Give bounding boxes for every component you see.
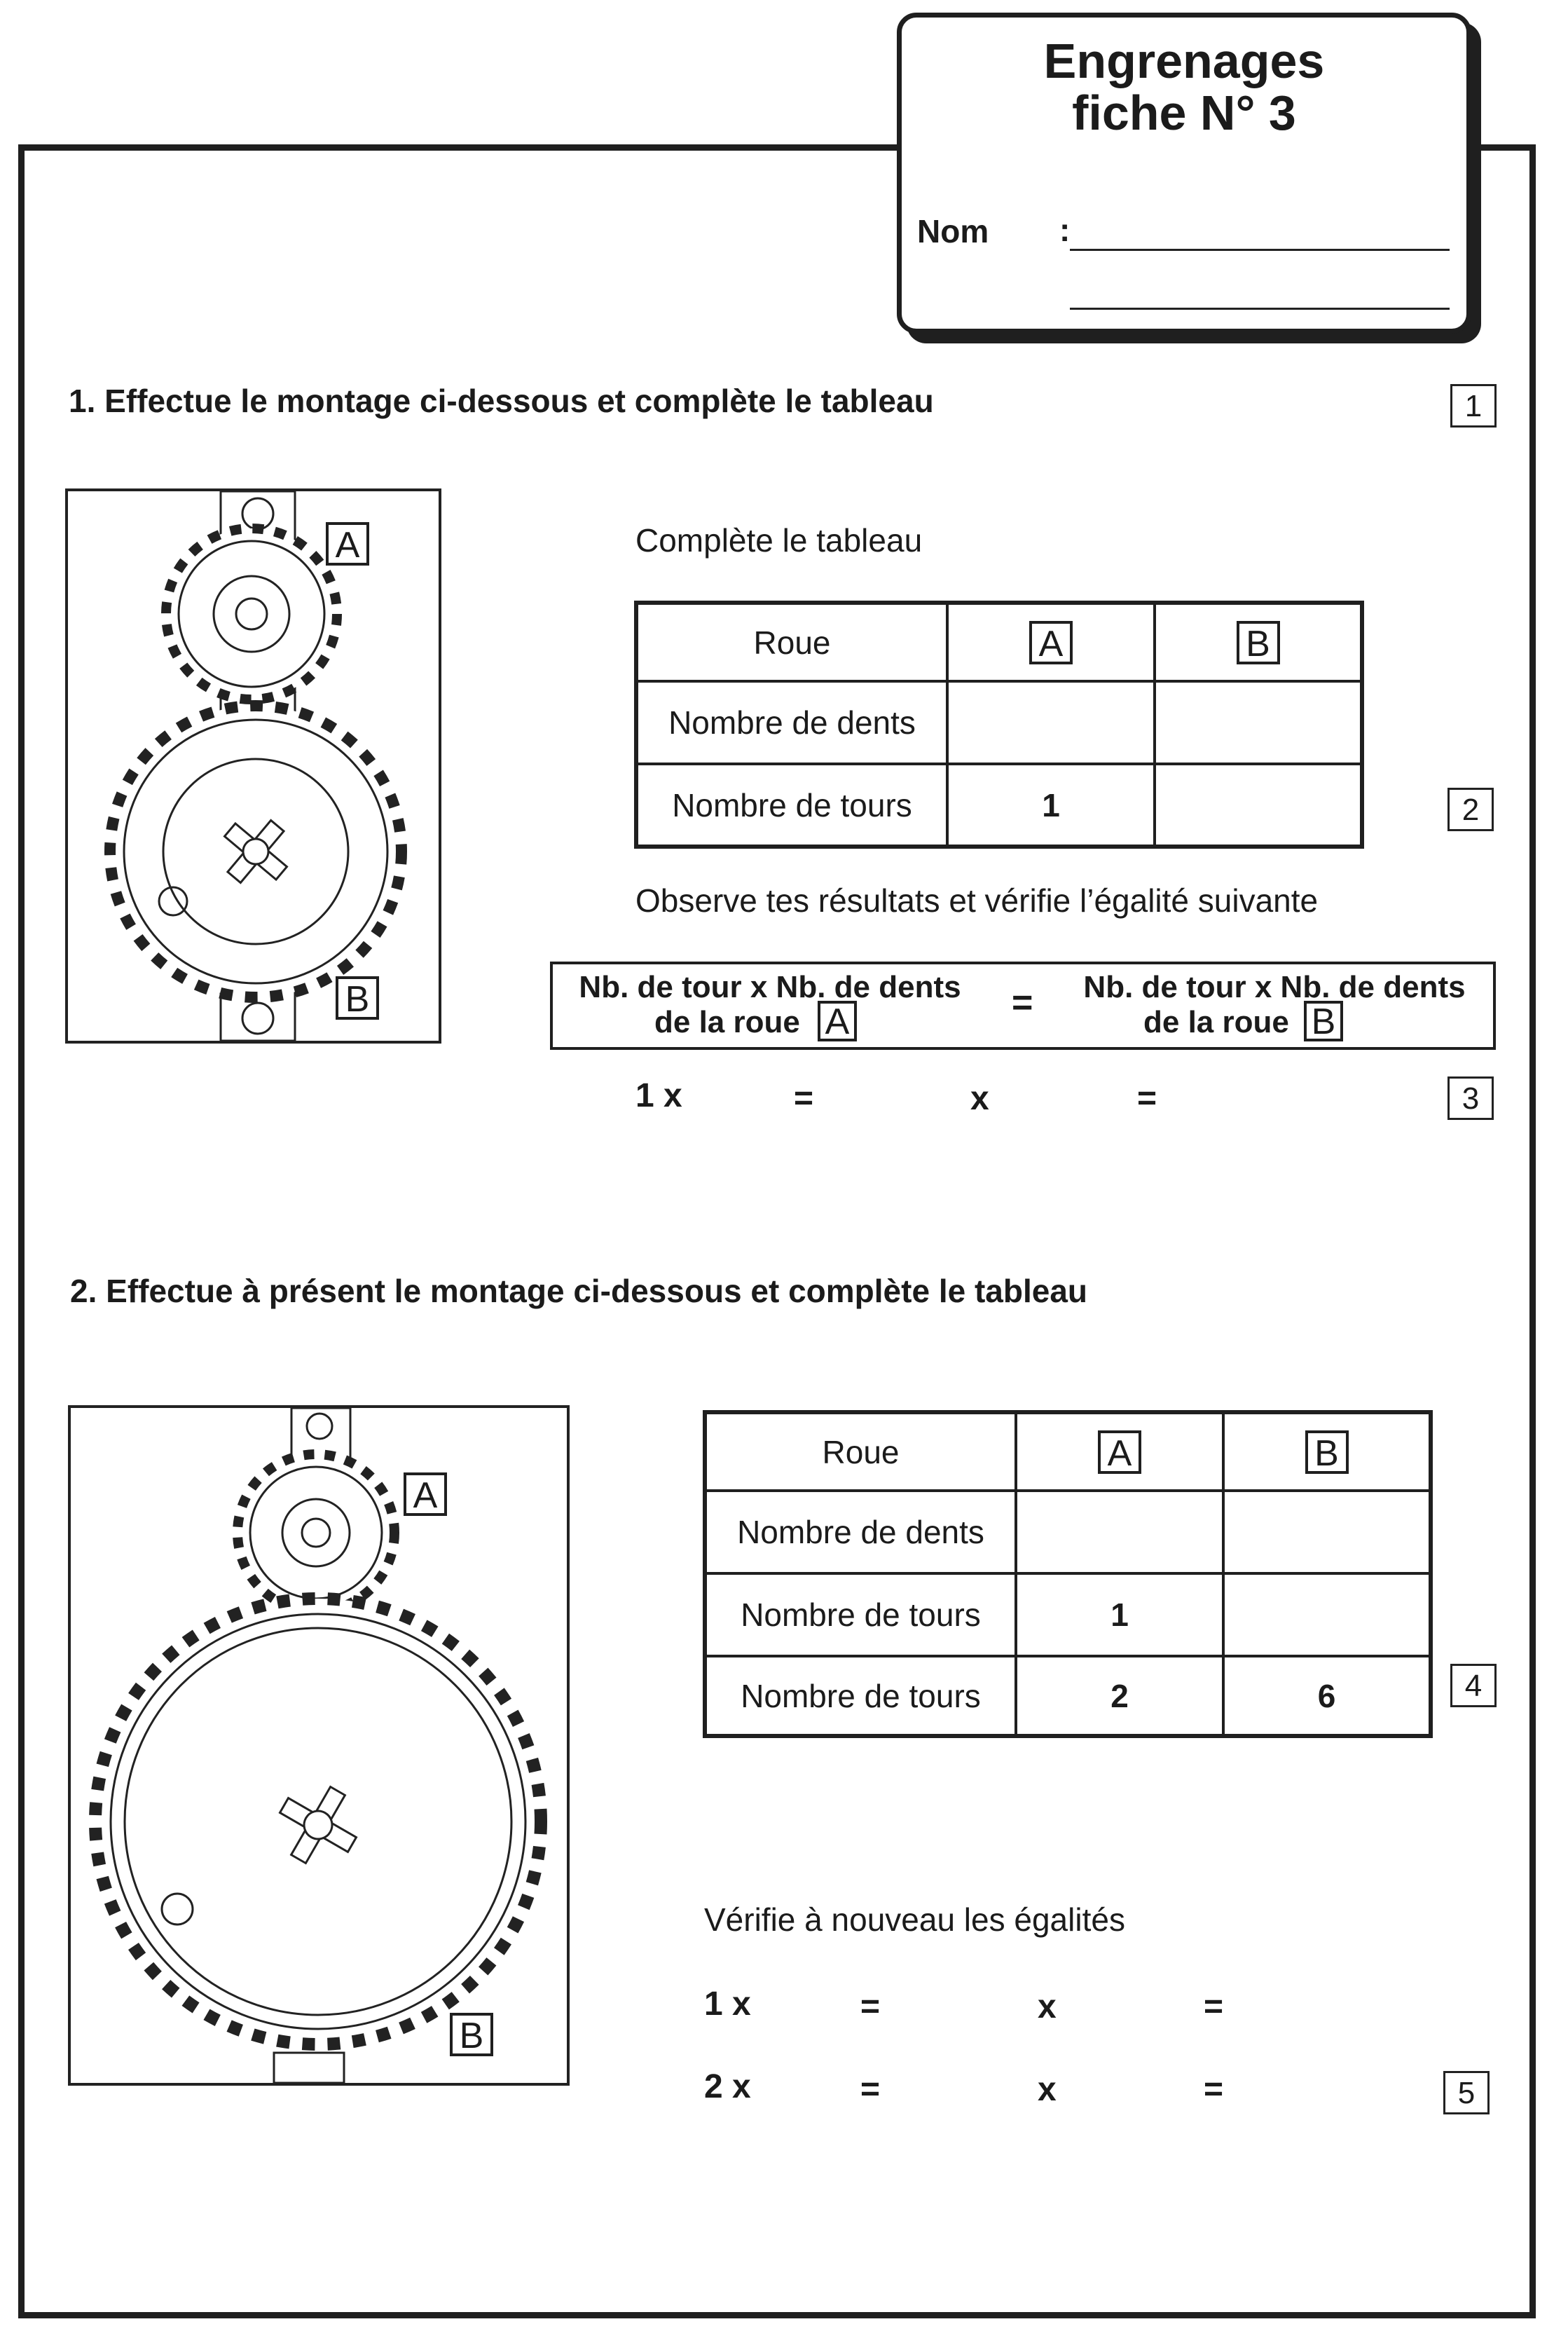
check1-times: x <box>970 1080 989 1117</box>
table2-row3-label: Nombre de tours <box>705 1656 1016 1736</box>
table1-header-a <box>947 603 1155 681</box>
table-row <box>705 1573 1431 1656</box>
check2-row1-times: x <box>1038 1988 1057 2025</box>
equality-left-line1: Nb. de tour x Nb. de dents <box>579 970 961 1004</box>
diagram2-label-b: B <box>450 2013 493 2056</box>
observe-text: Observe tes résultats et vérifie l’égalité suivante <box>635 882 1319 919</box>
table2-header-b-letter: B <box>1305 1430 1349 1474</box>
gear-diagram-2 <box>68 1405 570 2086</box>
table2-header-a-letter: A <box>1098 1430 1141 1474</box>
gear-diagram-1-drawing <box>68 491 439 1041</box>
table-row <box>636 764 1362 847</box>
check2-row2-times: x <box>1038 2071 1057 2108</box>
equality-right-letter: B <box>1304 1001 1343 1041</box>
strip-hole-bottom <box>242 1003 273 1034</box>
nom-colon: : <box>1059 212 1071 248</box>
table1-intro: Complète le tableau <box>635 522 923 559</box>
table-2 <box>703 1410 1433 1738</box>
card-title-line1: Engrenages <box>1043 34 1325 88</box>
table-row <box>705 1491 1431 1573</box>
nom-field-line-2[interactable] <box>1070 308 1450 310</box>
table2-row2-label: Nombre de tours <box>705 1573 1016 1656</box>
check1-eq2: = <box>1137 1080 1157 1117</box>
table1-row2-b-cell[interactable] <box>1155 764 1362 847</box>
card-title-line2: fiche N° 3 <box>1072 86 1296 140</box>
title-card <box>897 13 1471 334</box>
check2-row2-eq2: = <box>1204 2071 1224 2108</box>
table2-row3-b-cell[interactable]: 6 <box>1223 1656 1431 1736</box>
table1-row2-a-cell[interactable]: 1 <box>947 764 1155 847</box>
gear-a-body <box>250 1467 382 1599</box>
table2-row1-label: Nombre de dents <box>705 1491 1016 1573</box>
strip-hole-top <box>307 1414 332 1439</box>
check2-row1-start: 1 x <box>704 1985 751 2023</box>
equality-equals: = <box>1012 983 1033 1023</box>
equality-box <box>550 962 1496 1050</box>
equality-left-line2: de la roue <box>654 1005 800 1039</box>
section2-heading: 2. Effectue à présent le montage ci-dessous et complète le tableau <box>70 1273 1088 1309</box>
table2-header-b <box>1223 1412 1431 1491</box>
table2-row1-b-cell[interactable] <box>1223 1491 1431 1573</box>
table2-row1-a-cell[interactable] <box>1016 1491 1223 1573</box>
check1-start: 1 x <box>635 1077 682 1114</box>
gear-a-body <box>179 541 324 687</box>
table2-row2-b-cell[interactable] <box>1223 1573 1431 1656</box>
table2-header-row <box>705 1412 1431 1491</box>
table2-row2-a-cell[interactable]: 1 <box>1016 1573 1223 1656</box>
diagram1-label-b: B <box>336 976 379 1020</box>
table2-header-roue: Roue <box>705 1412 1016 1491</box>
section1-box-number: 1 <box>1450 384 1497 428</box>
check2-row2-start: 2 x <box>704 2068 751 2105</box>
gear-diagram-1 <box>65 488 441 1044</box>
equality-left-letter: A <box>818 1001 857 1041</box>
table1-header-a-letter: A <box>1029 621 1073 664</box>
diagram2-label-a: A <box>404 1472 447 1516</box>
table1-header-roue: Roue <box>636 603 947 681</box>
equality-right-line1: Nb. de tour x Nb. de dents <box>1083 970 1466 1004</box>
check2-row1-eq1: = <box>860 1988 881 2025</box>
table1-row1-b-cell[interactable] <box>1155 681 1362 764</box>
section1-heading: 1. Effectue le montage ci-dessous et complète le tableau <box>69 383 934 419</box>
table1-header-row <box>636 603 1362 681</box>
table1-row2-label: Nombre de tours <box>636 764 947 847</box>
table-row <box>636 681 1362 764</box>
table1-row1-label: Nombre de dents <box>636 681 947 764</box>
table1-header-b <box>1155 603 1362 681</box>
check2-box-number: 5 <box>1443 2071 1490 2114</box>
check2-row1-eq2: = <box>1204 1988 1224 2025</box>
mounting-strip-bottom <box>274 2053 344 2083</box>
table1-row1-a-cell[interactable] <box>947 681 1155 764</box>
check1-box-number: 3 <box>1447 1076 1494 1120</box>
table2-row3-a-cell[interactable]: 2 <box>1016 1656 1223 1736</box>
table2-header-a <box>1016 1412 1223 1491</box>
nom-label: Nom <box>917 213 989 249</box>
table-1 <box>634 601 1364 849</box>
table1-box-number: 2 <box>1447 788 1494 831</box>
diagram1-label-a: A <box>326 522 369 566</box>
check2-row2-eq1: = <box>860 2071 881 2108</box>
equality-right-line2: de la roue <box>1143 1005 1289 1039</box>
check1-eq1: = <box>794 1080 814 1117</box>
table2-box-number: 4 <box>1450 1664 1497 1707</box>
table-row <box>705 1656 1431 1736</box>
gear-diagram-2-drawing <box>71 1408 567 2083</box>
verify-text: Vérifie à nouveau les égalités <box>704 1901 1125 1938</box>
table1-header-b-letter: B <box>1237 621 1280 664</box>
nom-field-line-1[interactable] <box>1070 249 1450 251</box>
